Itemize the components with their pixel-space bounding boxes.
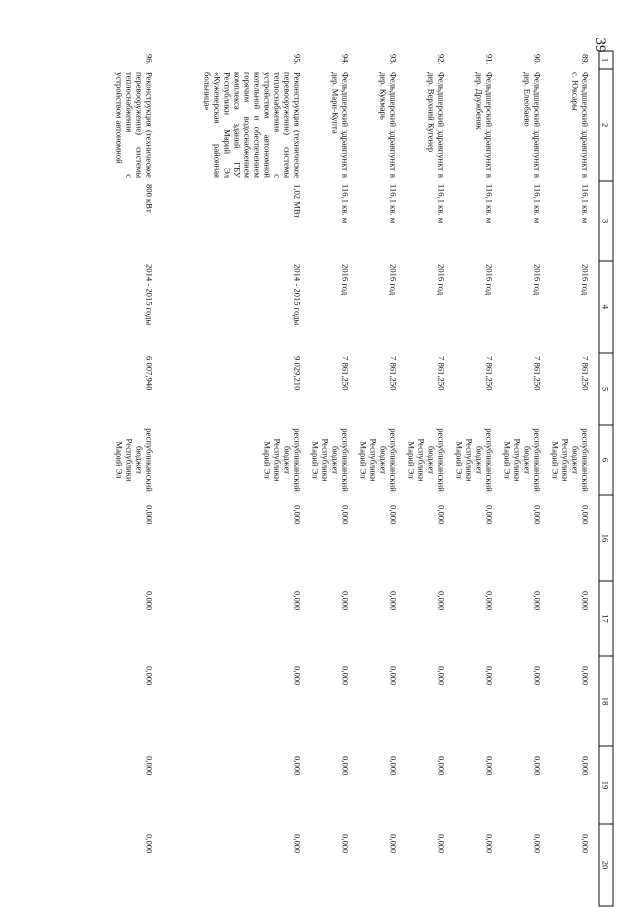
period: 2016 год <box>436 264 446 296</box>
row-number: 92. <box>436 54 446 65</box>
table-row <box>358 51 406 906</box>
value-col-17: 0,000 <box>580 591 590 611</box>
capacity: 116,1 кв. м <box>484 184 494 224</box>
estimated-cost: 7 861,250 <box>436 356 446 391</box>
funding-source: республиканский бюджет Республики Марий Эл <box>262 428 302 492</box>
value-col-18: 0,000 <box>580 666 590 686</box>
value-col-17: 0,000 <box>484 591 494 611</box>
value-col-17: 0,000 <box>292 591 302 611</box>
column-header: 5 <box>599 353 613 425</box>
period: 2016 год <box>532 264 542 296</box>
value-col-16: 0,000 <box>388 505 398 525</box>
period: 2016 год <box>340 264 350 296</box>
row-number: 89. <box>580 54 590 65</box>
funding-source: республиканский бюджет Республики Марий Эл <box>358 428 398 492</box>
period: 2016 год <box>388 264 398 296</box>
capacity: 116,1 кв. м <box>580 184 590 224</box>
row-number: 93. <box>388 54 398 65</box>
funding-source: республиканский бюджет Республики Марий Эл <box>502 428 542 492</box>
value-col-19: 0,000 <box>580 756 590 776</box>
object-name: Фельдшерский здравпункт в дер. Елеобаево <box>522 72 542 178</box>
object-name: Фельдшерский здравпункт в дер. Дружбеняк <box>474 72 494 178</box>
page-number: 39 <box>592 37 608 53</box>
object-name: Реконструкция (техническое перевооружение) системы теплоснабжения с устройством автономной <box>114 72 154 178</box>
value-col-18: 0,000 <box>144 666 154 686</box>
value-col-19: 0,000 <box>532 756 542 776</box>
value-col-18: 0,000 <box>436 666 446 686</box>
column-header: 20 <box>599 824 613 906</box>
column-header: 17 <box>599 581 613 656</box>
value-col-18: 0,000 <box>388 666 398 686</box>
value-col-19: 0,000 <box>388 756 398 776</box>
table-row <box>310 51 358 906</box>
funding-source: республиканский бюджет Республики Марий Эл <box>406 428 446 492</box>
capacity: 1,02 МВт <box>292 184 302 219</box>
value-col-16: 0,000 <box>484 505 494 525</box>
column-header: 2 <box>599 69 613 181</box>
estimated-cost: 7 861,250 <box>388 356 398 391</box>
column-header: 1 <box>599 51 613 69</box>
value-col-18: 0,000 <box>292 666 302 686</box>
value-col-16: 0,000 <box>292 505 302 525</box>
row-number: 90. <box>532 54 542 65</box>
value-col-17: 0,000 <box>436 591 446 611</box>
estimated-cost: 7 861,250 <box>532 356 542 391</box>
funding-source: республиканский бюджет Республики Марий Эл <box>310 428 350 492</box>
row-number: 94. <box>340 54 350 65</box>
column-header: 6 <box>599 425 613 495</box>
period: 2014 - 2015 годы <box>292 264 302 326</box>
estimated-cost: 7 861,250 <box>580 356 590 391</box>
column-header: 3 <box>599 181 613 261</box>
value-col-16: 0,000 <box>144 505 154 525</box>
value-col-18: 0,000 <box>484 666 494 686</box>
period: 2016 год <box>580 264 590 296</box>
value-col-16: 0,000 <box>532 505 542 525</box>
value-col-20: 0,000 <box>580 834 590 854</box>
value-col-20: 0,000 <box>436 834 446 854</box>
value-col-19: 0,000 <box>144 756 154 776</box>
value-col-17: 0,000 <box>388 591 398 611</box>
row-number: 96. <box>144 54 154 65</box>
capacity: 116,1 кв. м <box>340 184 350 224</box>
value-col-16: 0,000 <box>340 505 350 525</box>
period: 2016 год <box>484 264 494 296</box>
row-number: 95. <box>292 54 302 65</box>
value-col-17: 0,000 <box>144 591 154 611</box>
value-col-20: 0,000 <box>340 834 350 854</box>
table-row <box>406 51 454 906</box>
estimated-cost: 7 861,250 <box>484 356 494 391</box>
value-col-19: 0,000 <box>484 756 494 776</box>
column-header: 19 <box>599 746 613 824</box>
value-col-19: 0,000 <box>436 756 446 776</box>
funding-source: республиканский бюджет Республики Марий Эл <box>550 428 590 492</box>
value-col-16: 0,000 <box>580 505 590 525</box>
investment-table <box>59 51 613 907</box>
capacity: 116,1 кв. м <box>388 184 398 224</box>
table-row <box>502 51 550 906</box>
object-name: Фельдшерский здравпункт в дер. Мари-Купта <box>330 72 350 178</box>
table-row <box>550 51 599 906</box>
column-header: 18 <box>599 656 613 746</box>
row-number: 91. <box>484 54 494 65</box>
column-header: 4 <box>599 261 613 353</box>
table-row <box>59 51 162 906</box>
value-col-19: 0,000 <box>292 756 302 776</box>
value-col-18: 0,000 <box>340 666 350 686</box>
object-name: Фельдшерский здравпункт в дер. Верхний Кугенер <box>426 72 446 178</box>
value-col-20: 0,000 <box>388 834 398 854</box>
object-name: Фельдшерский здравпункт в с. Юксары <box>570 72 590 178</box>
capacity: 116,1 кв. м <box>532 184 542 224</box>
rotated-table-sheet <box>111 51 613 906</box>
estimated-cost: 6 007,940 <box>144 356 154 391</box>
table-row <box>162 51 310 906</box>
estimated-cost: 9 029,210 <box>292 356 302 391</box>
value-col-20: 0,000 <box>292 834 302 854</box>
funding-source: республиканский бюджет Республики Марий Эл <box>454 428 494 492</box>
value-col-17: 0,000 <box>532 591 542 611</box>
value-col-17: 0,000 <box>340 591 350 611</box>
period: 2014 - 2015 годы <box>144 264 154 326</box>
capacity: 800 кВт <box>144 184 154 213</box>
column-number-row <box>599 51 613 906</box>
capacity: 116,1 кв. м <box>436 184 446 224</box>
table-row <box>454 51 502 906</box>
value-col-20: 0,000 <box>532 834 542 854</box>
value-col-20: 0,000 <box>484 834 494 854</box>
column-header: 16 <box>599 495 613 581</box>
estimated-cost: 7 861,250 <box>340 356 350 391</box>
funding-source: республиканский бюджет Республики Марий Эл <box>114 428 154 492</box>
value-col-20: 0,000 <box>144 834 154 854</box>
value-col-19: 0,000 <box>340 756 350 776</box>
object-name: Реконструкция (техническое перевооружение) системы теплоснабжения с устройством автономной котельной и обеспечением горячим водоснабжением комплекса зданий ГБУ Республики Марий Эл «Куженерская районная больница» <box>202 72 302 178</box>
value-col-18: 0,000 <box>532 666 542 686</box>
value-col-16: 0,000 <box>436 505 446 525</box>
object-name: Фельдшерский здравпункт в дер. Кукмарь <box>378 72 398 178</box>
